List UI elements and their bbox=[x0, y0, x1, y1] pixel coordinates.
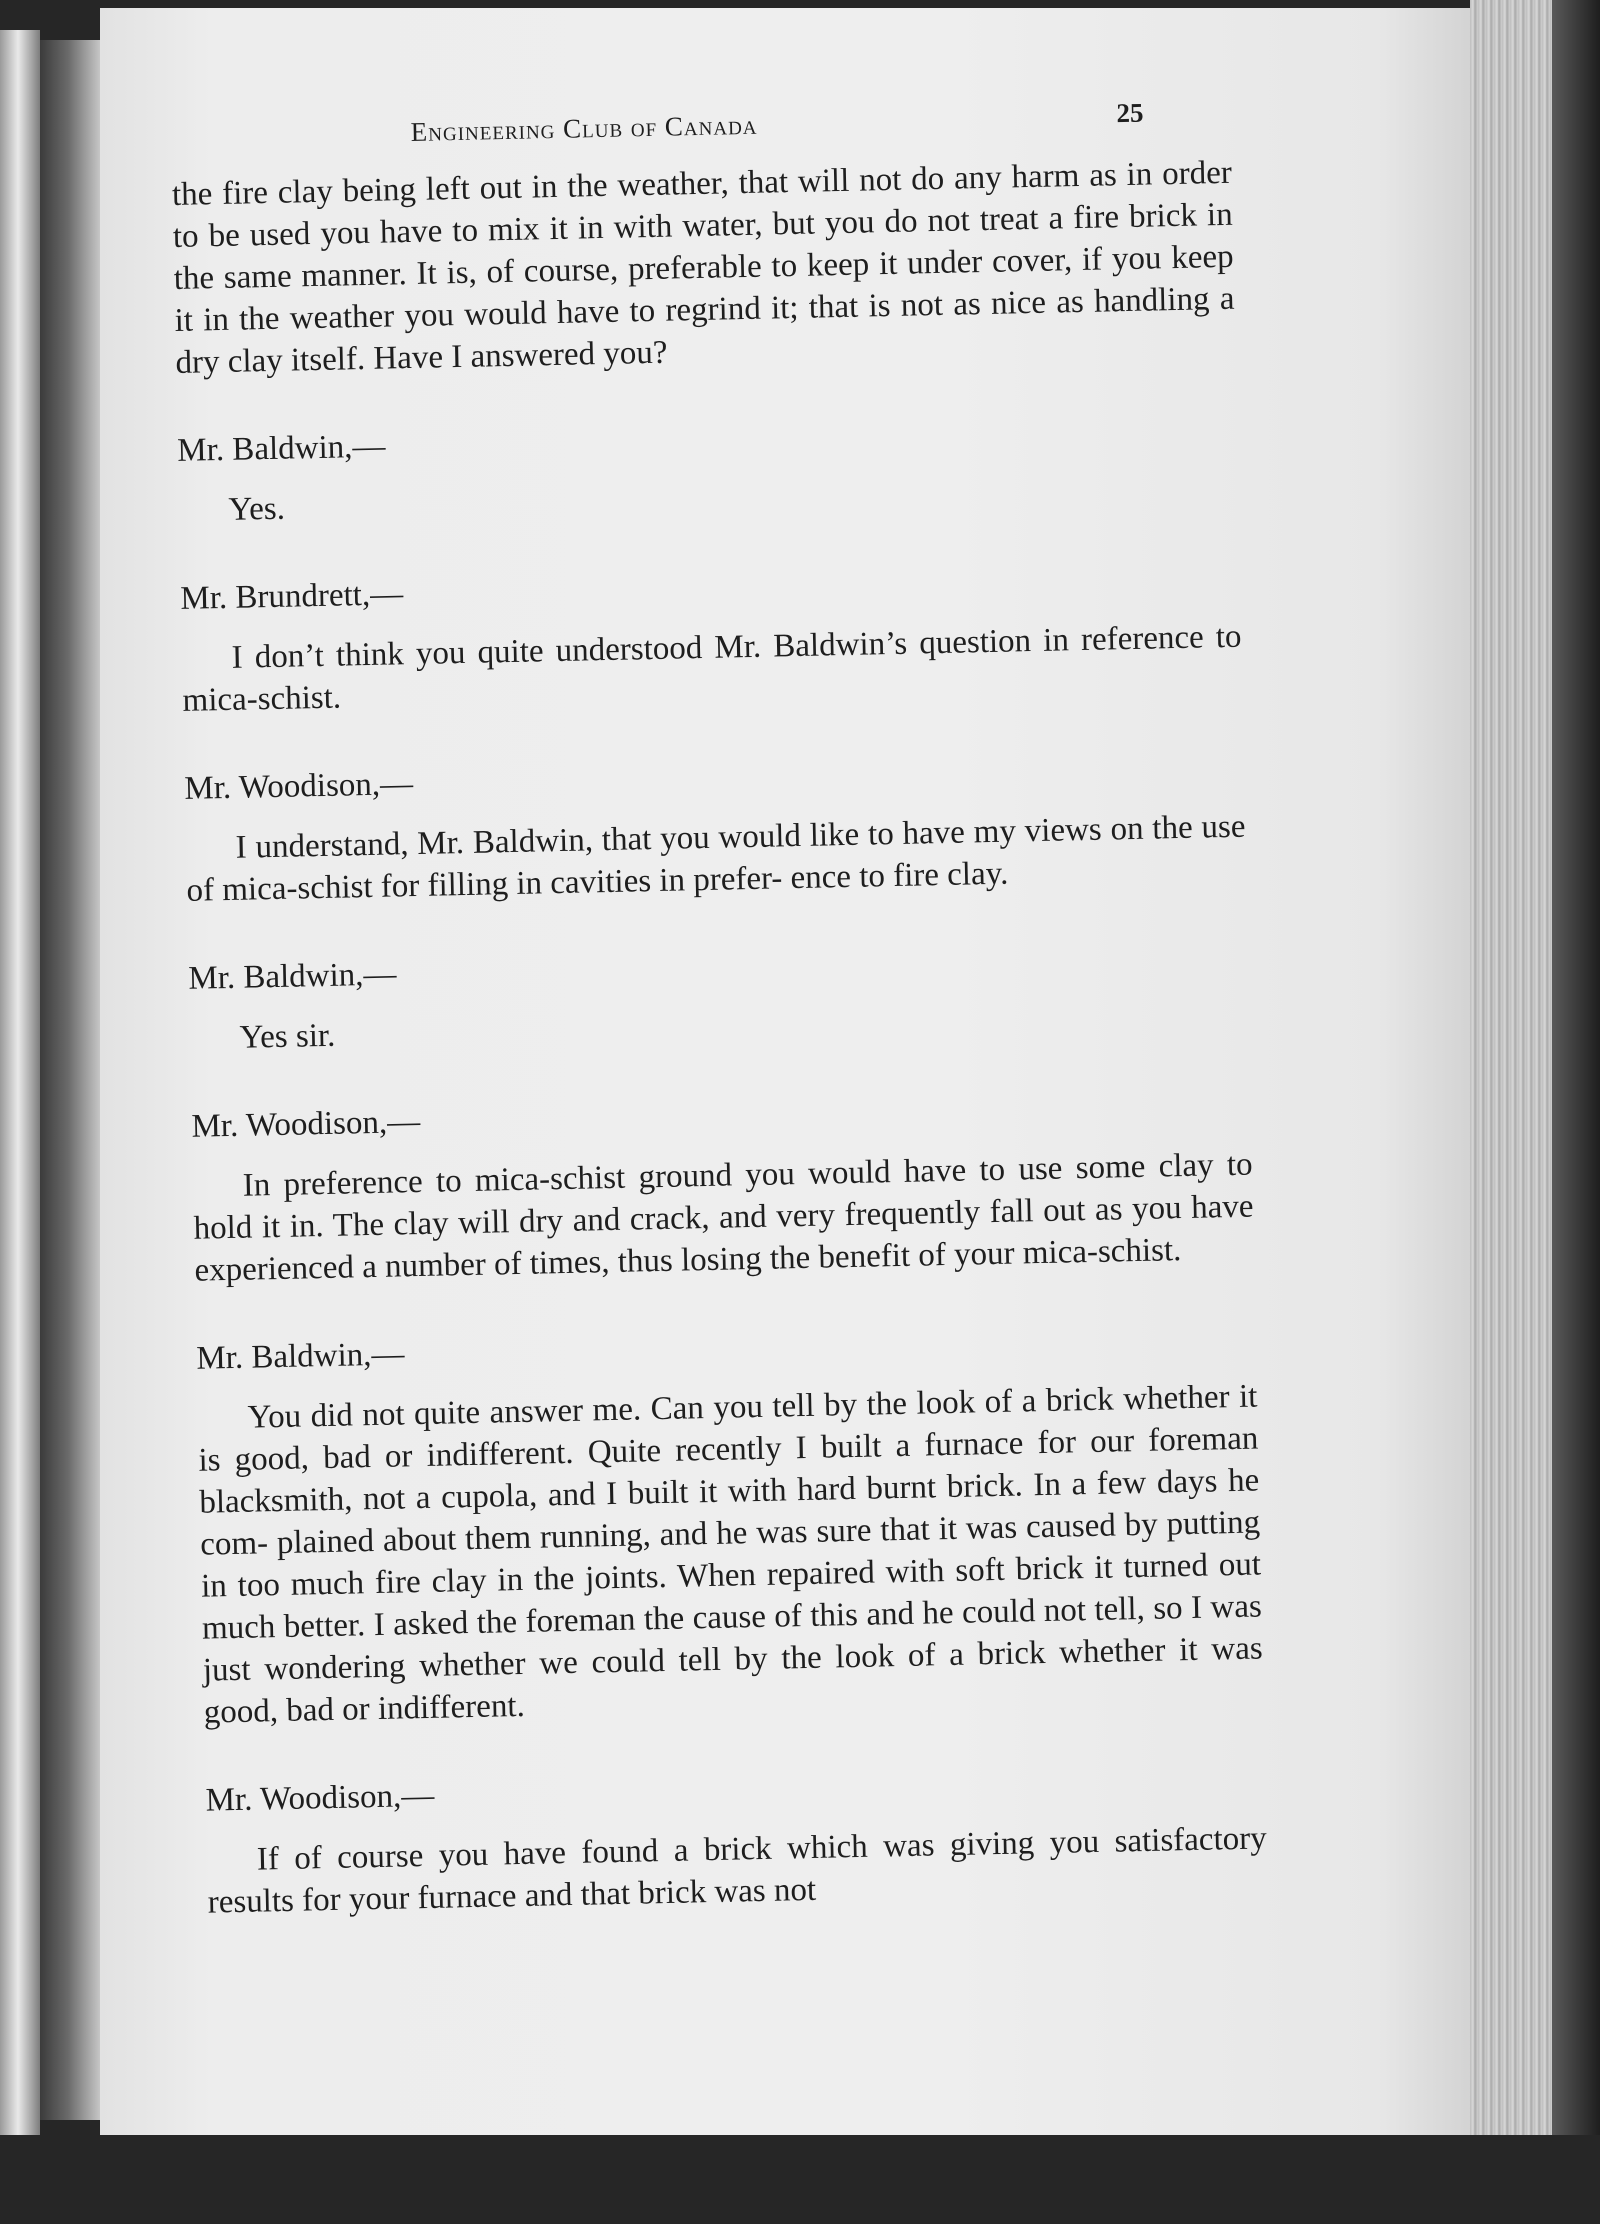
page-number: 25 bbox=[1116, 97, 1144, 129]
speaker-label: Mr. Baldwin,— bbox=[188, 956, 397, 997]
scan-background bbox=[0, 2135, 1600, 2224]
book-cover-edge bbox=[1552, 0, 1600, 2224]
speaker-label: Mr. Baldwin,— bbox=[176, 428, 386, 469]
speech-text: I understand, Mr. Baldwin, that you would like to have my views on the use of mica-schist for filling in cavities in prefer- ence to fire clay. bbox=[186, 808, 1246, 909]
speaker-label: Mr. Woodison,— bbox=[184, 766, 414, 807]
speech-text: You did not quite answer me. Can you tell by the look of a brick whether it is good, bad or indifferent. Quite recently I built a furnace for our foreman blacksmith, not a cupola, and I built it with hard burnt brick. In a few days he com- plained about them running, and he was sure that it was caused by putting in too much fire clay in the joints. When repaired with soft brick it turned out much better. I asked the foreman the cause of this and he could not tell, so I was just wondering whether we could tell by the look of a brick whether it was good, bad or indifferent. bbox=[198, 1378, 1264, 1731]
speaker-label: Mr. Baldwin,— bbox=[195, 1336, 405, 1377]
speaker-label: Mr. Brundrett,— bbox=[180, 576, 404, 617]
previous-page-edge bbox=[0, 30, 40, 2150]
page-stack-edge bbox=[1470, 0, 1555, 2150]
speaker-label: Mr. Woodison,— bbox=[191, 1103, 421, 1145]
opening-paragraph: the fire clay being left out in the weather, that will not do any harm as in order to be used you have to mix it in with water, but you do not treat a fire brick in the same manner. It is, of course, preferable to keep it under cover, if you keep it in the weather you would have to regrind it; that is not as nice as handling a dry clay itself. Have I answered you? bbox=[171, 154, 1235, 381]
speech-text: Yes sir. bbox=[239, 1017, 336, 1056]
speech-text: I don’t think you quite understood Mr. Baldwin’s question in reference to mica-schist. bbox=[182, 618, 1242, 719]
speech-text: Yes. bbox=[228, 490, 286, 528]
speech-text: If of course you have found a brick which was giving you satisfactory results for your furnace and that brick was not bbox=[207, 1820, 1268, 1921]
speech-text: In preference to mica-schist ground you would have to use some clay to hold it in. The clay will dry and crack, and very frequently fall out as you have experienced a number of times, thus losing the benefit of your mica-schist. bbox=[193, 1146, 1254, 1289]
speaker-label: Mr. Woodison,— bbox=[205, 1777, 435, 1819]
running-title: Engineering Club of Canada bbox=[410, 109, 758, 147]
page-text bbox=[170, 78, 1268, 1924]
